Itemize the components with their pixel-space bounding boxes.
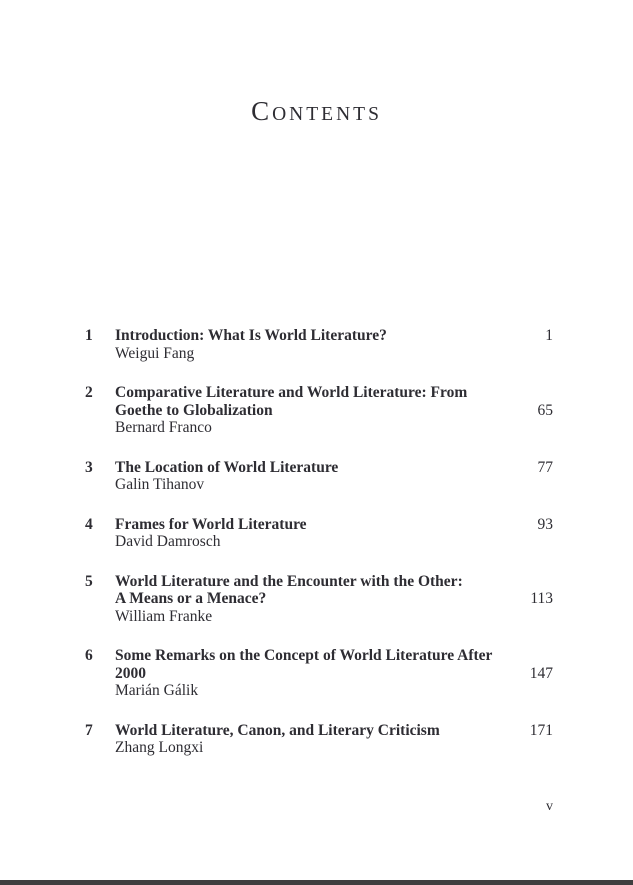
- chapter-author: William Franke: [115, 607, 213, 625]
- toc-entry: [85, 647, 553, 700]
- chapter-author: Zhang Longxi: [115, 739, 204, 756]
- chapter-page-number: 65: [537, 401, 553, 419]
- chapter-title: [115, 516, 505, 534]
- chapter-page-number: 1: [545, 327, 553, 344]
- chapter-author: Bernard Franco: [115, 419, 212, 436]
- chapter-number: 3: [85, 458, 93, 476]
- toc-entry: [85, 516, 553, 551]
- chapter-page-number: 147: [529, 664, 553, 682]
- chapter-title-line: Frames for World Literature: [115, 515, 307, 533]
- chapter-title: [115, 384, 505, 419]
- chapter-page-number: 77: [537, 458, 553, 476]
- chapter-title: [115, 459, 505, 477]
- chapter-title-line: Comparative Literature and World Literature: From: [115, 384, 468, 401]
- chapter-number: 4: [85, 515, 93, 533]
- page-title-rest: ONTENTS: [272, 104, 382, 125]
- chapter-page-number: 93: [537, 515, 553, 533]
- table-of-contents: [85, 327, 553, 779]
- chapter-author: Weigui Fang: [115, 344, 195, 362]
- chapter-title: [115, 327, 505, 345]
- bottom-edge-bar: [0, 880, 633, 885]
- chapter-title-line: A Means or a Menace?: [115, 590, 267, 607]
- chapter-author: David Damrosch: [115, 533, 221, 550]
- chapter-page-number: 113: [530, 590, 553, 607]
- chapter-author: Marián Gálik: [115, 682, 199, 699]
- toc-entry: [85, 327, 553, 362]
- chapter-author: Galin Tihanov: [115, 476, 205, 493]
- toc-entry: [85, 722, 553, 757]
- chapter-title-line: Some Remarks on the Concept of World Literature After: [115, 647, 493, 664]
- chapter-page-number: 171: [529, 721, 553, 739]
- chapter-title-line: World Literature, Canon, and Literary Criticism: [115, 721, 440, 739]
- toc-entry: [85, 573, 553, 626]
- chapter-title: [115, 647, 505, 682]
- folio-page-number: v: [546, 799, 553, 814]
- page-title: [0, 98, 633, 125]
- toc-entry: [85, 459, 553, 494]
- chapter-title-line: Goethe to Globalization: [115, 401, 273, 419]
- chapter-number: 2: [85, 384, 93, 401]
- chapter-number: 6: [85, 647, 93, 664]
- chapter-title-line: Introduction: What Is World Literature?: [115, 327, 387, 344]
- chapter-title: [115, 722, 505, 740]
- toc-entry: [85, 384, 553, 437]
- page-title-initial: C: [251, 96, 273, 126]
- chapter-number: 5: [85, 572, 93, 590]
- chapter-title-line: World Literature and the Encounter with the Other:: [115, 572, 463, 590]
- chapter-title: [115, 573, 505, 608]
- chapter-number: 7: [85, 721, 93, 739]
- chapter-title-line: The Location of World Literature: [115, 458, 339, 476]
- chapter-number: 1: [85, 327, 93, 344]
- chapter-title-line: 2000: [115, 664, 146, 682]
